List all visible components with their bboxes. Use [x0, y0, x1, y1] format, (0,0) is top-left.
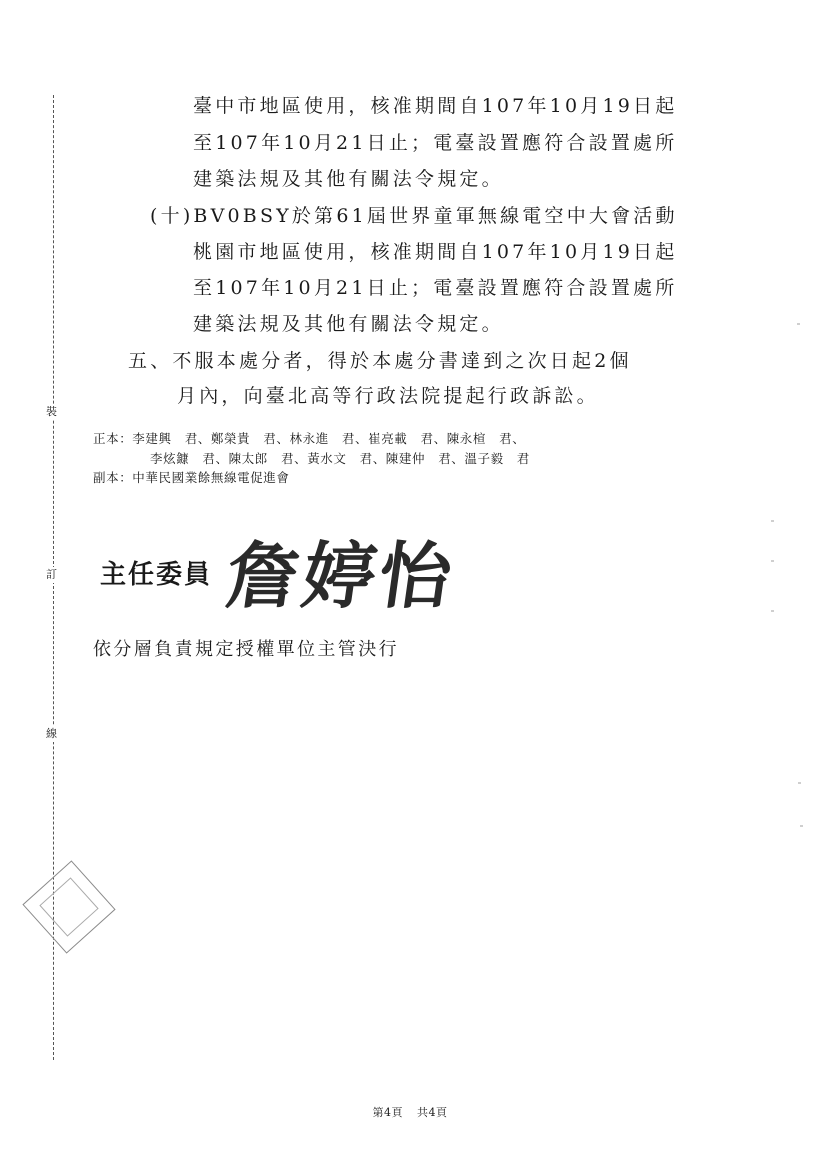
- scan-speck: [771, 520, 774, 522]
- body-line: 建築法規及其他有關法令規定。: [193, 313, 504, 335]
- receipt-stamp-icon: [22, 860, 115, 953]
- binding-mark-zhuang: 裝: [46, 405, 57, 418]
- body-line: 桃園市地區使用，核准期間自107年10月19日起: [193, 241, 678, 263]
- binding-mark-xian: 線: [46, 727, 57, 740]
- body-line: 至107年10月21日止；電臺設置應符合設置處所: [193, 132, 678, 154]
- page-footer: [0, 1104, 820, 1120]
- scan-speck: [771, 610, 774, 612]
- body-line: 五、不服本處分者，得於本處分書達到之次日起2個: [128, 350, 632, 372]
- signatory-title: 主任委員: [100, 560, 213, 590]
- page-total: 共4頁: [417, 1106, 448, 1119]
- copy-recipients-line: 副本：中華民國業餘無線電促進會: [93, 470, 290, 485]
- body-line: 至107年10月21日止；電臺設置應符合設置處所: [193, 277, 678, 299]
- scan-speck: [798, 782, 801, 784]
- body-line: 建築法規及其他有關法令規定。: [193, 168, 504, 190]
- main-recipients-line: 李炫鏮 君、陳太郎 君、黃水文 君、陳建仲 君、溫子毅 君: [150, 451, 530, 466]
- binding-mark-ding: 訂: [46, 568, 57, 581]
- delegation-note: 依分層負責規定授權單位主管決行: [93, 639, 399, 660]
- scan-speck: [800, 825, 803, 827]
- main-recipients-line: 正本：李建興 君、鄭榮貴 君、林永進 君、崔亮載 君、陳永楦 君、: [93, 431, 526, 446]
- page-number: 第4頁: [372, 1106, 403, 1119]
- signatory-seal: 詹婷怡: [221, 533, 462, 618]
- scan-speck: [771, 560, 774, 562]
- body-line: 臺中市地區使用，核准期間自107年10月19日起: [193, 95, 678, 117]
- body-line: (十)BV0BSY於第61屆世界童軍無線電空中大會活動: [150, 205, 678, 227]
- body-line: 月內，向臺北高等行政法院提起行政訴訟。: [177, 385, 599, 407]
- scan-speck: [797, 323, 800, 325]
